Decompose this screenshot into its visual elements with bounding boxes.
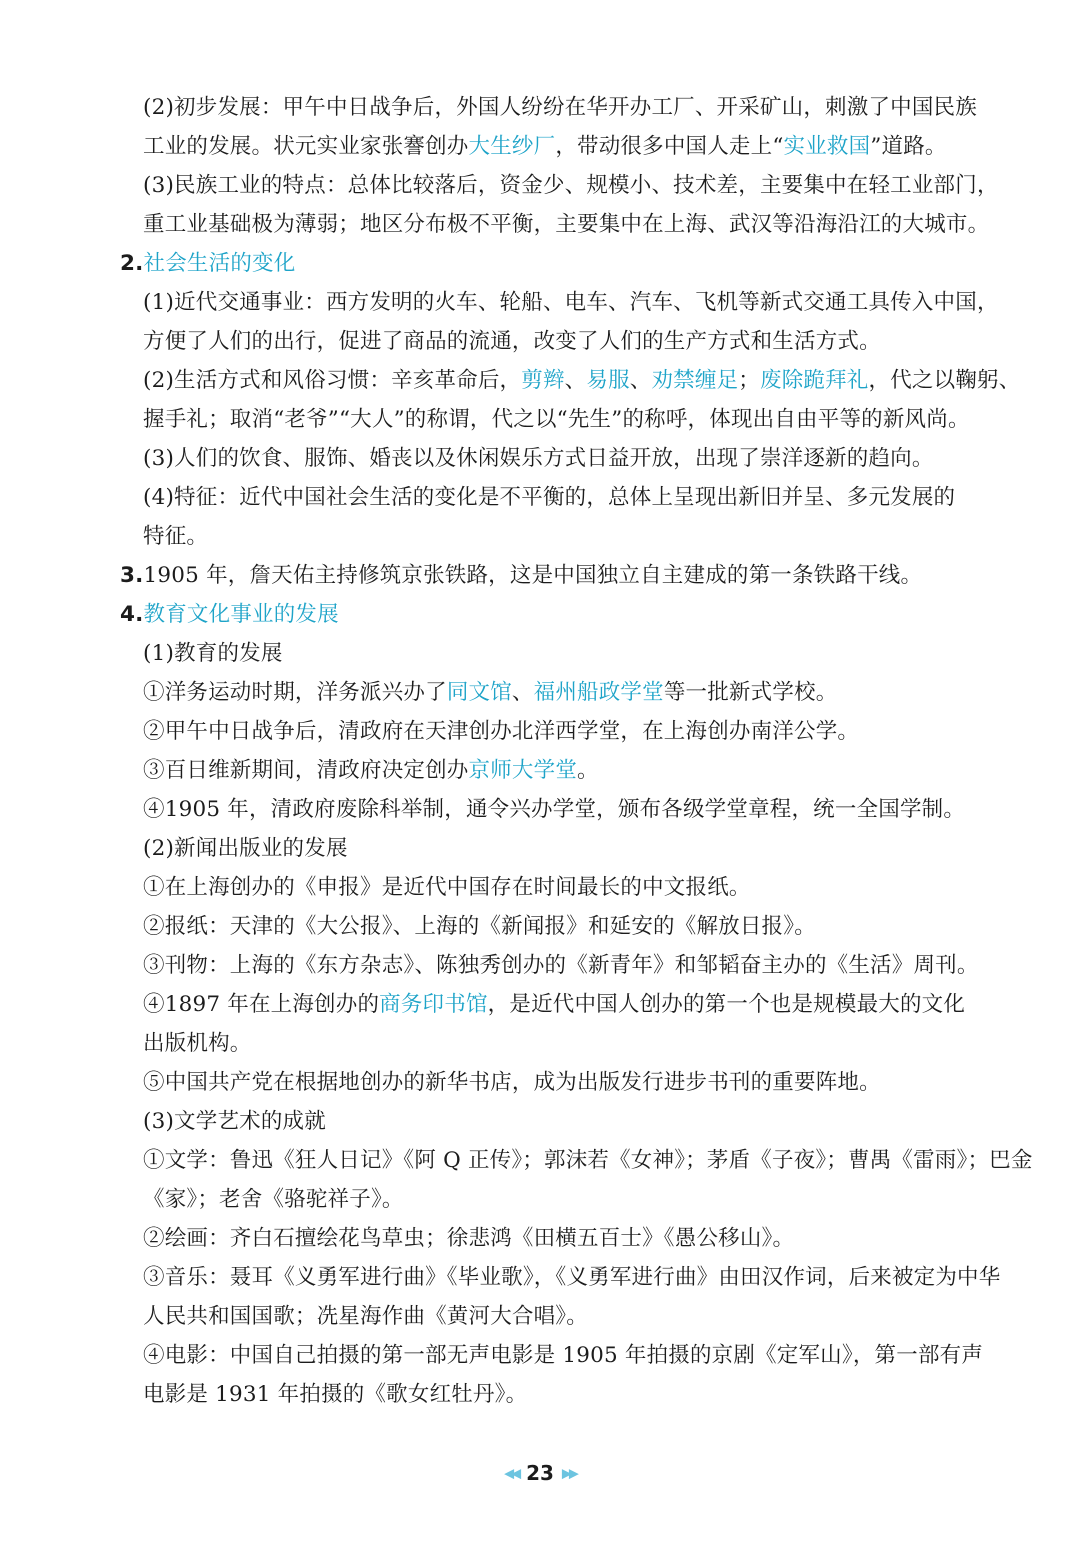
text: 、 [564,368,587,393]
text-line [143,1028,252,1060]
right-arrow-icon: ▶▶ [561,1466,576,1482]
text-line [143,950,979,982]
highlight-term: 大生纱厂 [468,134,556,159]
text-line [143,287,999,319]
left-arrow-icon: ◀◀ [504,1466,519,1482]
text: (2)生活方式和风俗习惯：辛亥革命后， [143,368,522,393]
text: ； [738,368,760,393]
text: ①在上海创办的《申报》是近代中国存在时间最长的中文报纸。 [143,875,751,900]
text: 握手礼；取消“老爷”“大人”的称谓，代之以“先生”的称呼，体现出自由平等的新风尚。 [143,407,970,432]
text-line [143,521,208,553]
subsection-heading [143,1106,326,1138]
highlight-term: 实业救国 [783,134,871,159]
highlight-term: 剪辫 [521,368,565,393]
highlight-term: 废除跪拜礼 [760,368,869,393]
text-line [143,1379,527,1411]
highlight-term: 劝禁缠足 [651,368,739,393]
text-line [143,911,816,943]
text: (2)初步发展：甲午中日战争后，外国人纷纷在华开办工厂、开采矿山，刺激了中国民族 [143,95,977,120]
text-line [143,716,859,748]
text-line [143,989,965,1021]
text-line [143,365,1020,397]
text: ④电影：中国自己拍摄的第一部无声电影是 1905 年拍摄的京剧《定军山》，第一部有声 [143,1343,984,1368]
text: ③百日维新期间，清政府决定创办 [143,758,469,783]
text: ②甲午中日战争后，清政府在天津创办北洋西学堂，在上海创办南洋公学。 [143,719,860,744]
text-line [143,872,751,904]
section-title: 社会生活的变化 [143,251,296,276]
text: ④1897 年在上海创办的 [143,992,380,1017]
section-number: 2. [120,251,144,276]
text: 重工业基础极为薄弱；地区分布极不平衡，主要集中在上海、武汉等沿海沿江的大城市。 [143,212,990,237]
section-number: 3. [120,563,144,588]
text: ④1905 年，清政府废除科举制，通令兴办学堂，颁布各级学堂章程，统一全国学制。 [143,797,966,822]
text-line [143,1184,404,1216]
text-line [143,677,837,709]
text-line [143,1145,1033,1177]
text: (3)人们的饮食、服饰、婚丧以及休闲娱乐方式日益开放，出现了崇洋逐新的趋向。 [143,446,934,471]
text: 等一批新式学校。 [663,680,838,705]
text: ③刊物：上海的《东方杂志》、陈独秀创办的《新青年》和邹韬奋主办的《生活》周刊。 [143,953,979,978]
text: 、 [629,368,652,393]
section-heading [120,560,922,592]
highlight-term: 京师大学堂 [468,758,578,783]
text: 1905 年，詹天佑主持修筑京张铁路，这是中国独立自主建成的第一条铁路干线。 [143,563,923,588]
text-line [143,1340,983,1372]
text-line [143,1301,588,1333]
text: ，带动很多中国人走上“ [555,134,784,159]
text-line [143,1067,881,1099]
highlight-term: 商务印书馆 [379,992,488,1017]
text-line [143,326,881,358]
text-line [143,170,999,202]
text: (1)近代交通事业：西方发明的火车、轮船、电车、汽车、飞机等新式交通工具传入中国， [143,290,999,315]
text: (4)特征：近代中国社会生活的变化是不平衡的，总体上呈现出新旧并呈、多元发展的 [143,485,956,510]
section-title: 教育文化事业的发展 [143,602,339,627]
text: 、 [511,680,534,705]
text: 特征。 [143,524,209,549]
section-heading [120,248,295,280]
text: ⑤中国共产党在根据地创办的新华书店，成为出版发行进步书刊的重要阵地。 [143,1070,881,1095]
text: ①洋务运动时期，洋务派兴办了 [143,680,447,705]
text-line [143,755,599,787]
text: 工业的发展。状元实业家张謇创办 [143,134,469,159]
text: 出版机构。 [143,1031,252,1056]
text: ②绘画：齐白石擅绘花鸟草虫；徐悲鸿《田横五百士》《愚公移山》。 [143,1226,795,1251]
highlight-term: 易服 [586,368,630,393]
text: (2)新闻出版业的发展 [143,836,348,861]
section-heading [120,599,339,631]
text-line [143,443,934,475]
text-line [143,794,965,826]
text: ，是近代中国人创办的第一个也是规模最大的文化 [487,992,966,1017]
section-number: 4. [120,602,144,627]
highlight-term: 福州船政学堂 [533,680,664,705]
text-line [143,92,977,124]
text: 。 [577,758,599,783]
text: 电影是 1931 年拍摄的《歌女红牡丹》。 [143,1382,528,1407]
text-line [143,404,970,436]
page-number: 23 [526,1461,554,1485]
subsection-heading [143,638,283,670]
text: ②报纸：天津的《大公报》、上海的《新闻报》和延安的《解放日报》。 [143,914,816,939]
text: (3)文学艺术的成就 [143,1109,326,1134]
text-line [143,482,955,514]
text-line [143,1223,794,1255]
text: 《家》；老舍《骆驼祥子》。 [143,1187,404,1212]
text-line [143,1262,1000,1294]
text: ，代之以鞠躬、 [868,368,1021,393]
subsection-heading [143,833,348,865]
text-line [143,131,947,163]
highlight-term: 同文馆 [446,680,512,705]
text: ”道路。 [870,134,947,159]
text: (1)教育的发展 [143,641,283,666]
text: 人民共和国国歌；冼星海作曲《黄河大合唱》。 [143,1304,588,1329]
text: ③音乐：聂耳《义勇军进行曲》《毕业歌》，《义勇军进行曲》由田汉作词，后来被定为中华 [143,1265,1001,1290]
text-line [143,209,989,241]
text: 方便了人们的出行，促进了商品的流通，改变了人们的生产方式和生活方式。 [143,329,881,354]
text: (3)民族工业的特点：总体比较落后，资金少、规模小、技术差，主要集中在轻工业部门， [143,173,999,198]
text: ①文学：鲁迅《狂人日记》《阿 Q 正传》；郭沫若《女神》；茅盾《子夜》；曹禺《雷雨》；巴金 [143,1148,1033,1173]
page-footer [0,1458,1080,1490]
